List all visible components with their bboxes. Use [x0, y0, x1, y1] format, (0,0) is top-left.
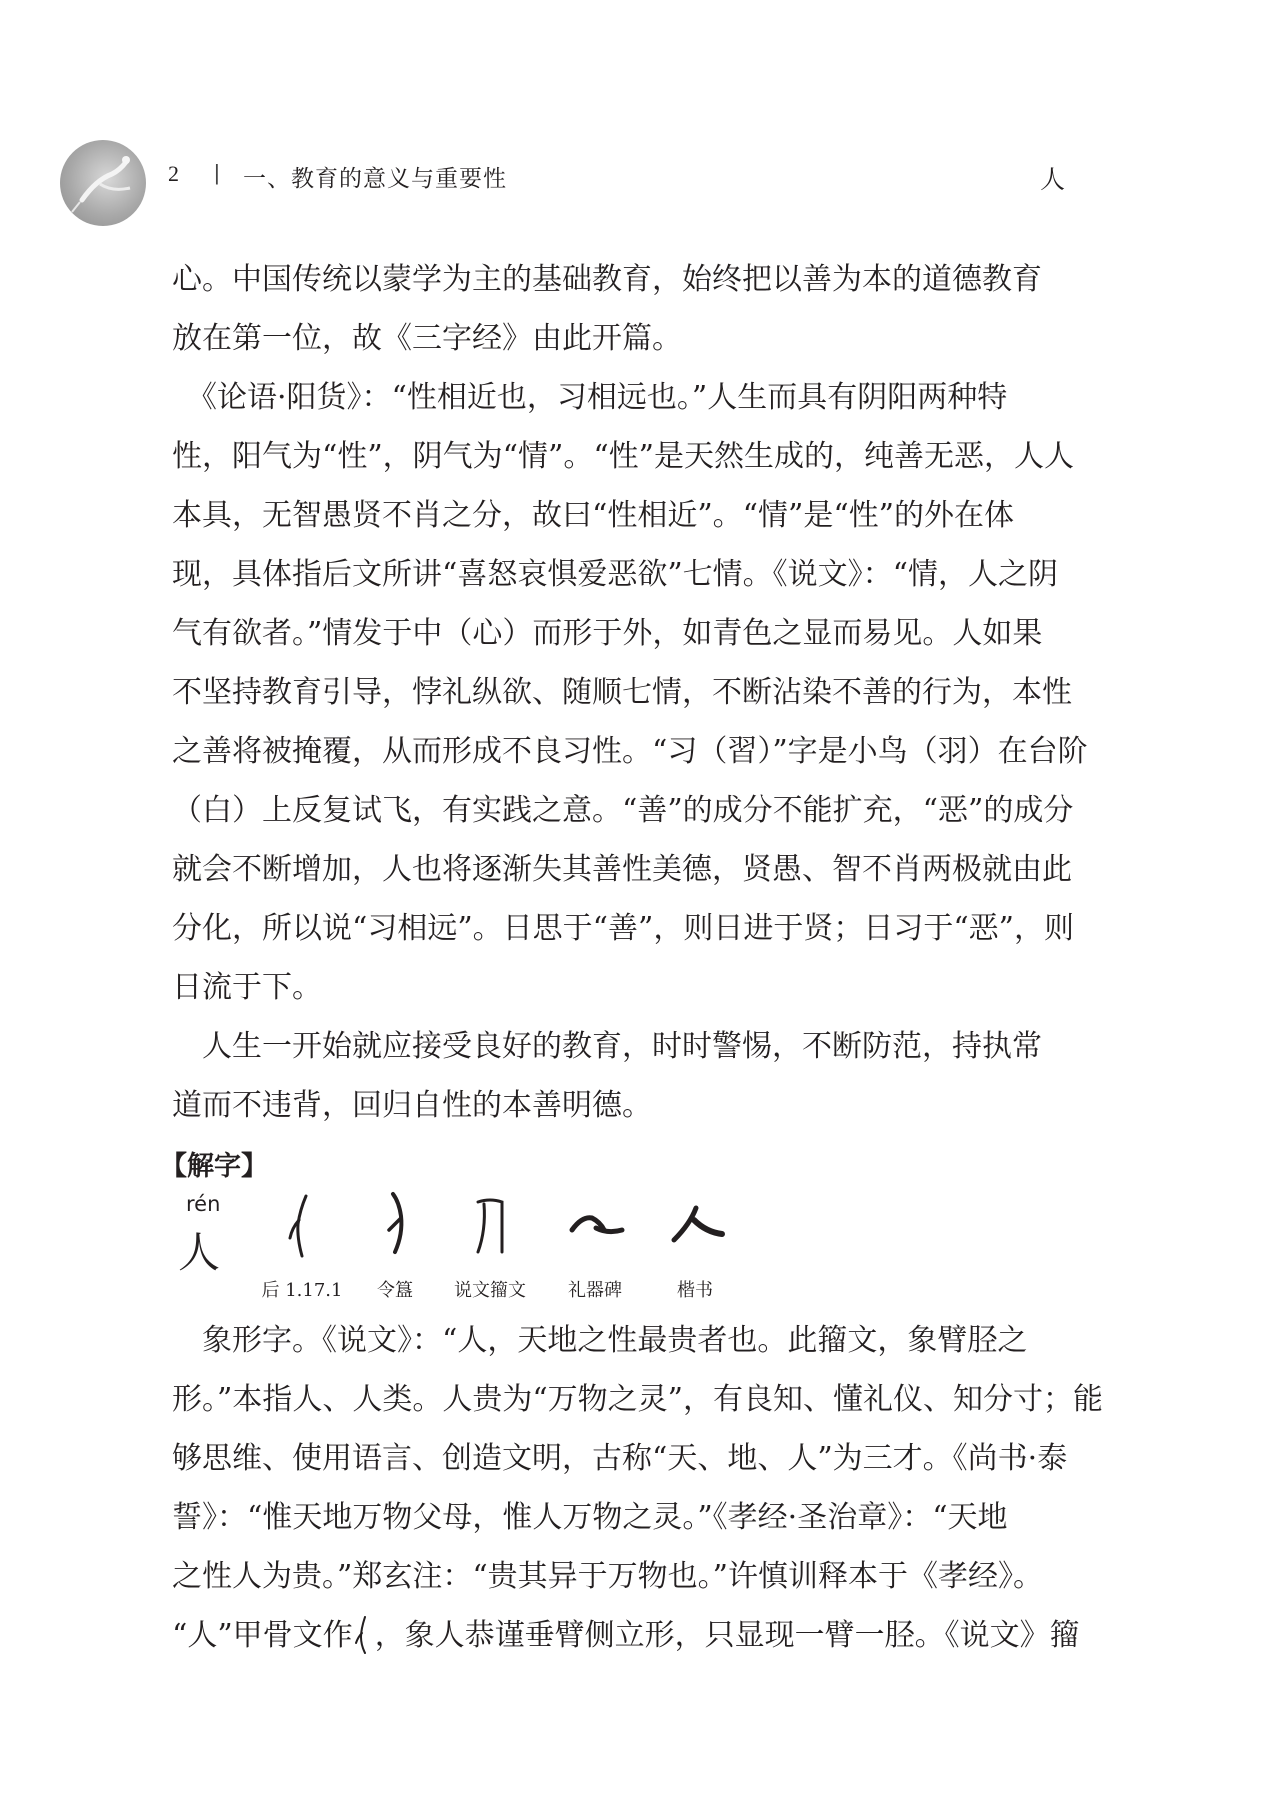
entry-character: 人 [1040, 165, 1066, 194]
text-fragment: “人”甲骨文作 [172, 1618, 353, 1653]
text-line: 之性人为贵。”郑玄注：“贵其异于万物也。”许慎训释本于《孝经》。 [172, 1559, 1044, 1594]
glyph-caption: 楷书 [677, 1280, 713, 1301]
inline-oracle-ren-glyph-icon [353, 1615, 375, 1655]
text-line: 放在第一位，故《三字经》由此开篇。 [172, 321, 682, 356]
crane-emblem-icon [60, 140, 146, 226]
text-line [172, 1606, 1080, 1665]
text-line: （白）上反复试飞，有实践之意。“善”的成分不能扩充，“恶”的成分 [172, 793, 1074, 828]
text-line: 就会不断增加，人也将逐渐失其善性美德，贤愚、智不肖两极就由此 [172, 852, 1072, 887]
glyph-form [430, 1190, 550, 1302]
glyph-forms-row [0, 1190, 1265, 1310]
text-line: 之善将被掩覆，从而形成不良习性。“习（習）”字是小鸟（羽）在台阶 [172, 734, 1088, 769]
text-line: 气有欲者。”情发于中（心）而形于外，如青色之显而易见。人如果 [172, 616, 1043, 651]
text-line: 道而不违背，回归自性的本善明德。 [172, 1088, 652, 1123]
page-number: 2 [168, 161, 179, 186]
glyph-caption: 礼器碑 [568, 1280, 622, 1301]
text-line: 心。中国传统以蒙学为主的基础教育，始终把以善为本的道德教育 [172, 262, 1042, 297]
chapter-title: 一、教育的意义与重要性 [243, 166, 507, 192]
glyph-form [635, 1190, 755, 1302]
text-line: 分化，所以说“习相远”。日思于“善”，则日进于贤；日习于“恶”，则 [172, 911, 1075, 946]
text-line: 现，具体指后文所讲“喜怒哀惧爱恶欲”七情。《说文》：“情，人之阴 [172, 557, 1059, 592]
section-heading: 【解字】 [160, 1151, 268, 1182]
clerical-ren-glyph-icon [560, 1190, 630, 1260]
regular-script-ren-glyph-icon [660, 1190, 730, 1260]
text-line: 日流于下。 [172, 970, 322, 1005]
pinyin-label: rén [186, 1192, 221, 1216]
text-line: 性，阳气为“性”，阴气为“情”。“性”是天然生成的，纯善无恶，人人 [172, 439, 1075, 474]
text-line: 誓》：“惟天地万物父母，惟人万物之灵。”《孝经·圣治章》：“天地 [172, 1500, 1008, 1535]
text-line: 不坚持教育引导，悖礼纵欲、随顺七情，不断沾染不善的行为，本性 [172, 675, 1072, 710]
glyph-caption: 后 1.17.1 [261, 1280, 343, 1301]
text-line: 形。”本指人、人类。人贵为“万物之灵”，有良知、懂礼仪、知分寸；能 [172, 1382, 1104, 1417]
glyph-caption: 令簋 [377, 1280, 413, 1301]
paragraph-2 [172, 368, 1088, 1017]
paragraph-1 [172, 250, 1072, 368]
bronze-ren-glyph-icon [365, 1190, 425, 1260]
glyph-caption: 说文籀文 [454, 1280, 526, 1301]
text-fragment: ，象人恭谨垂臂侧立形，只显现一臂一胫。《说文》籀 [374, 1618, 1080, 1653]
text-line: 够思维、使用语言、创造文明，古称“天、地、人”为三才。《尚书·泰 [172, 1441, 1068, 1476]
text-line: 人生一开始就应接受良好的教育，时时警惕，不断防范，持执常 [172, 1029, 1042, 1064]
header-separator: | [214, 160, 220, 185]
text-line: 象形字。《说文》：“人，天地之性最贵者也。此籀文，象臂胫之 [172, 1323, 1028, 1358]
oracle-bone-ren-glyph-icon [272, 1190, 332, 1260]
paragraph-4 [172, 1311, 1104, 1665]
text-line: 《论语·阳货》：“性相近也，习相远也。”人生而具有阴阳两种特 [172, 380, 1008, 415]
paragraph-3 [172, 1017, 1072, 1135]
text-line: 本具，无智愚贤不肖之分，故曰“性相近”。“情”是“性”的外在体 [172, 498, 1015, 533]
modern-character: 人 [178, 1228, 221, 1277]
zhouwen-ren-glyph-icon [460, 1190, 520, 1260]
